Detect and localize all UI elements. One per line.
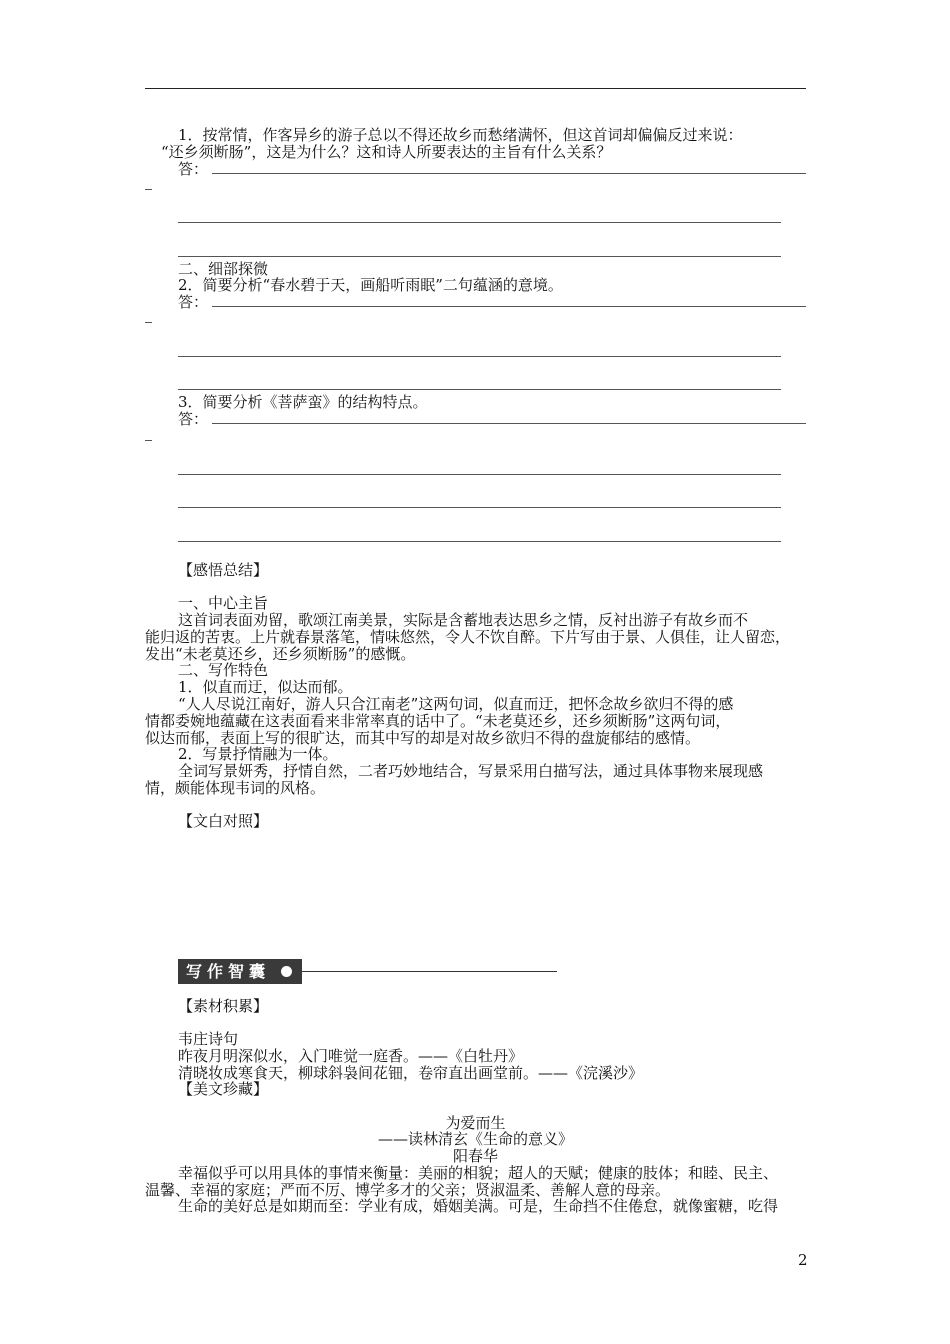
- bullet-dot-icon: [281, 966, 292, 977]
- poem-line: 昨夜月明深似水，入门唯觉一庭香。——《白牡丹》: [178, 1047, 524, 1065]
- summary-paragraph: 能归返的苦衷。上片就春景落笔，情味悠然，令人不饮自醉。下片写由于景、人俱佳，让人留恋，: [145, 628, 791, 646]
- answer-line[interactable]: [178, 256, 781, 257]
- answer-line[interactable]: [212, 423, 806, 424]
- answer-line[interactable]: [178, 474, 781, 475]
- summary-section-1-title: 一、中心主旨: [178, 594, 269, 612]
- header-rule: [145, 88, 806, 89]
- summary-item-2: 2．写景抒情融为一体。: [178, 745, 338, 763]
- summary-paragraph: 这首词表面劝留，歌颂江南美景，实际是含蓄地表达思乡之情，反衬出游子有故乡而不: [178, 611, 749, 629]
- banner-rule: [302, 971, 557, 972]
- answer-label-2: 答：: [178, 293, 209, 311]
- summary-paragraph: “人人尽说江南好，游人只合江南老”这两句词，似直而迂，把怀念故乡欲归不得的感: [178, 695, 734, 713]
- answer-line[interactable]: [178, 389, 781, 390]
- question-1-line2: “还乡须断肠”，这是为什么？这和诗人所要表达的主旨有什么关系？: [161, 143, 612, 161]
- summary-paragraph: 全词写景妍秀，抒情自然，二者巧妙地结合，写景采用白描写法，通过具体事物来展现感: [178, 762, 764, 780]
- answer-line-dash: [145, 189, 152, 190]
- answer-line[interactable]: [178, 541, 781, 542]
- banner-label: 写作智囊: [186, 962, 271, 981]
- answer-line[interactable]: [178, 222, 781, 223]
- section-title-details: 二、细部探微: [178, 260, 269, 278]
- summary-item-1: 1．似直而迂，似达而郁。: [178, 678, 353, 696]
- question-3: 3．简要分析《菩萨蛮》的结构特点。: [178, 393, 428, 411]
- answer-label-3: 答：: [178, 410, 209, 428]
- page-number: 2: [798, 1251, 808, 1269]
- summary-heading: 【感悟总结】: [178, 561, 269, 579]
- poem-title: 韦庄诗句: [178, 1030, 239, 1048]
- summary-paragraph: 情都委婉地蕴藏在这表面看来非常率真的话中了。“未老莫还乡，还乡须断肠”这两句词，: [145, 712, 731, 730]
- answer-label-1: 答：: [178, 160, 209, 178]
- summary-section-2-title: 二、写作特色: [178, 661, 269, 679]
- answer-line-dash: [145, 440, 152, 441]
- material-heading: 【素材积累】: [178, 997, 269, 1015]
- answer-line[interactable]: [212, 306, 806, 307]
- essay-heading: 【美文珍藏】: [178, 1080, 269, 1098]
- poem-line: 清晓妆成寒食天，柳球斜袅间花钿，卷帘直出画堂前。——《浣溪沙》: [178, 1064, 644, 1082]
- contrast-heading: 【文白对照】: [178, 812, 269, 830]
- summary-paragraph: 发出“未老莫还乡，还乡须断肠”的感慨。: [145, 645, 416, 663]
- answer-line[interactable]: [178, 507, 781, 508]
- essay-subtitle: ——读林清玄《生命的意义》: [377, 1130, 573, 1148]
- essay-title: 为爱而生: [445, 1114, 506, 1132]
- essay-paragraph: 生命的美好总是如期而至：学业有成，婚姻美满。可是，生命挡不住倦怠，就像蜜糖，吃得: [178, 1197, 779, 1215]
- writing-section-banner: [178, 959, 302, 984]
- essay-author: 阳春华: [452, 1147, 498, 1165]
- question-2: 2．简要分析“春水碧于天，画船听雨眠”二句蕴涵的意境。: [178, 276, 563, 294]
- answer-line[interactable]: [178, 356, 781, 357]
- summary-paragraph: 情，颇能体现韦词的风格。: [145, 779, 326, 797]
- answer-line[interactable]: [212, 173, 806, 174]
- summary-paragraph: 似达而郁，表面上写的很旷达，而其中写的却是对故乡欲归不得的盘旋郁结的感情。: [145, 729, 701, 747]
- question-1-line1: 1．按常情，作客异乡的游子总以不得还故乡而愁绪满怀，但这首词却偏偏反过来说：: [178, 126, 743, 144]
- essay-paragraph: 幸福似乎可以用具体的事情来衡量：美丽的相貌；超人的天赋；健康的肢体；和睦、民主、: [178, 1164, 779, 1182]
- answer-line-dash: [145, 322, 152, 323]
- essay-paragraph: 温馨、幸福的家庭；严而不厉、博学多才的父亲；贤淑温柔、善解人意的母亲。: [145, 1181, 671, 1199]
